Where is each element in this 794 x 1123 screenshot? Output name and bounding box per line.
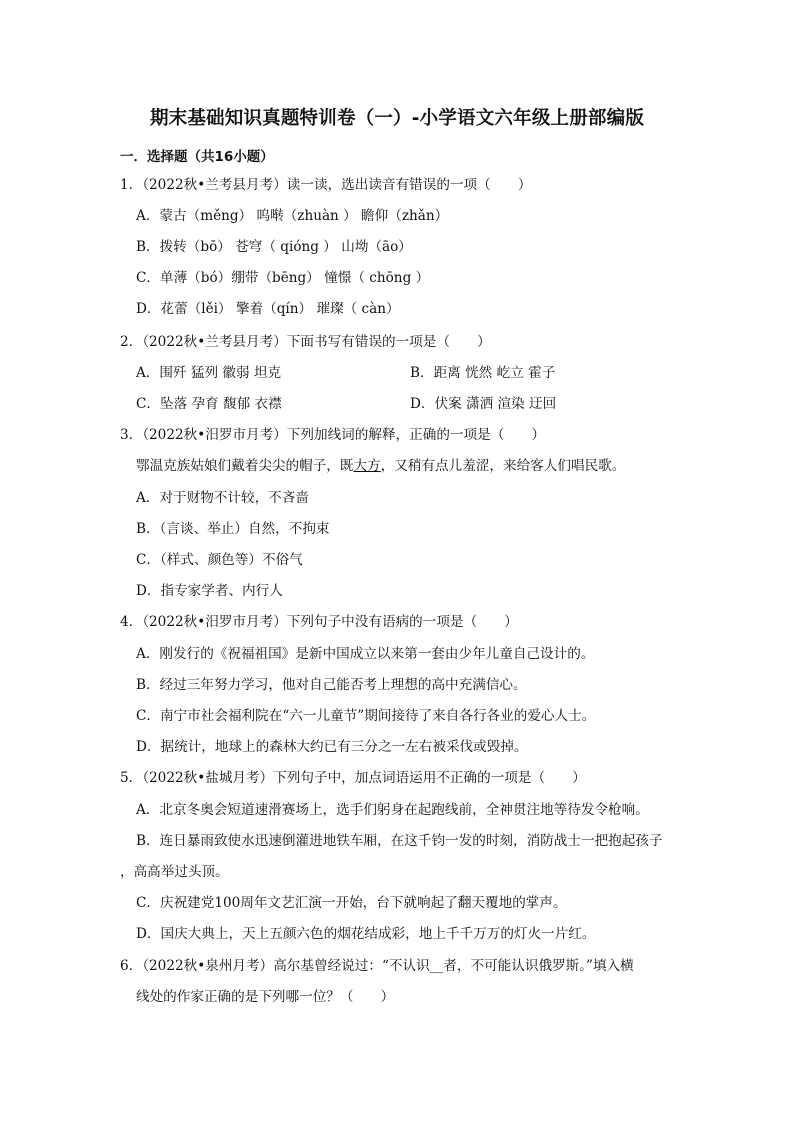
- question-1-option-b: B．拨转（bō） 苍穹（ qióng ） 山坳（āo）: [136, 239, 412, 255]
- question-5-option-d: D．国庆大典上，天上五颜六色的烟花结成彩，地上千千万万的灯火一片红。: [136, 926, 596, 942]
- question-5-stem: 5．（2022秋•盐城月考）下列句子中，加点词语运用不正确的一项是（ ）: [120, 770, 586, 786]
- question-3-sentence: [136, 457, 625, 475]
- question-4-stem: 4．（2022秋•汨罗市月考）下列句子中没有语病的一项是（ ）: [120, 614, 518, 630]
- question-6-stem-continued: 线处的作家正确的是下列哪一位？（ ）: [136, 989, 395, 1005]
- sentence-suffix: ，又稍有点儿羞涩，来给客人们唱民歌。: [380, 458, 626, 474]
- question-5-option-b: B．连日暴雨致使水迅速倒灌进地铁车厢，在这千钧一发的时刻，消防战士一把抱起孩子: [136, 833, 663, 849]
- question-3-option-b: B．（言谈、举止）自然，不拘束: [136, 521, 330, 537]
- question-1-option-a: A．蒙古（měng） 呜啭（zhuàn ） 瞻仰（zhǎn）: [136, 208, 449, 224]
- section-heading: 一．选择题（共16小题）: [120, 149, 274, 165]
- question-2-option-b: B．距离 恍然 屹立 霍子: [410, 365, 556, 381]
- question-3-option-c: C．（样式、颜色等）不俗气: [136, 552, 303, 568]
- question-3-option-d: D．指专家学者、内行人: [136, 583, 283, 599]
- question-5-option-c: C．庆祝建党100周年文艺汇演一开始，台下就响起了翻天覆地的掌声。: [136, 895, 567, 911]
- question-4-option-b: B．经过三年努力学习，他对自己能否考上理想的高中充满信心。: [136, 677, 527, 693]
- question-1-option-d: D．花蕾（lěi） 擎着（qín） 璀璨（ càn）: [136, 301, 400, 317]
- sentence-prefix: 鄂温克族姑娘们戴着尖尖的帽子，既: [136, 458, 354, 474]
- question-1-option-c: C．单薄（bó）绷带（bēng） 憧憬（ chōng ）: [136, 270, 430, 286]
- question-2-option-a: A．围歼 猛列 徽弱 坦克: [136, 365, 282, 381]
- question-3-option-a: A．对于财物不计较，不吝啬: [136, 490, 309, 506]
- question-4-option-d: D．据统计，地球上的森林大约已有三分之一左右被采伐或毁掉。: [136, 739, 528, 755]
- page-title: 期末基础知识真题特训卷（一）-小学语文六年级上册部编版: [149, 108, 645, 129]
- question-1-stem: 1．（2022秋•兰考县月考）读一读，选出读音有错误的一项（ ）: [120, 177, 532, 193]
- question-5-option-a: A．北京冬奥会短道速滑赛场上，选手们躬身在起跑线前，全神贯注地等待发令枪响。: [136, 802, 649, 818]
- question-3-stem: 3．（2022秋•汨罗市月考）下列加线词的解释，正确的一项是（ ）: [120, 427, 546, 443]
- question-2-stem: 2．（2022秋•兰考县月考）下面书写有错误的一项是（ ）: [120, 334, 491, 350]
- question-6-stem: 6．（2022秋•泉州月考）高尔基曾经说过：“不认识__者，不可能认识俄罗斯。”填入横: [120, 958, 634, 974]
- question-5-option-b-continued: ，高高举过头顶。: [120, 864, 229, 880]
- question-2-option-c: C．坠落 孕育 馥郁 衣襟: [136, 396, 282, 412]
- question-4-option-c: C．南宁市社会福利院在“六一儿童节”期间接待了来自各行各业的爱心人士。: [136, 708, 596, 724]
- underlined-word: 大方: [353, 458, 381, 474]
- question-2-option-d: D．伏案 潇洒 渲染 迂回: [410, 396, 557, 412]
- question-4-option-a: A．刚发行的《祝福祖国》是新中国成立以来第一套由少年儿童自己设计的。: [136, 646, 595, 662]
